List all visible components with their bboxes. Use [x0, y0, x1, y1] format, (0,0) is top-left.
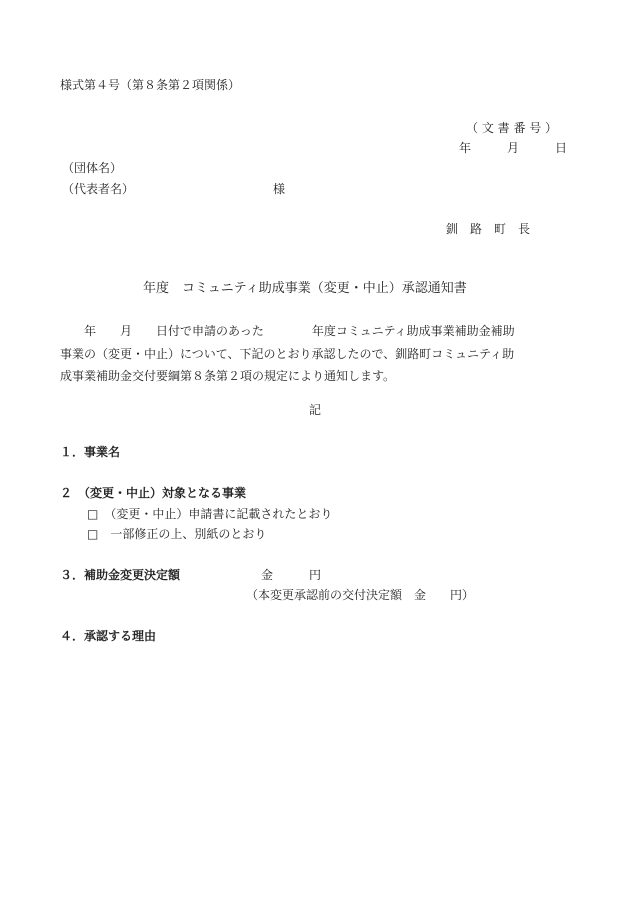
- body-paragraph: [60, 320, 580, 388]
- body-line-3: 成事業補助金交付要綱第８条第２項の規定により通知します。: [60, 369, 396, 383]
- recipient-representative: （代表者名）: [62, 182, 135, 196]
- checkbox-option-2: □ 一部修正の上、別紙のとおり: [87, 527, 267, 541]
- item-2-heading: ２ （変更・中止）対象となる事業: [60, 486, 247, 500]
- recipient-organization: （団体名）: [62, 161, 123, 175]
- item-3-heading: ３．補助金変更決定額: [60, 568, 181, 582]
- form-number: 様式第４号（第８条第２項関係）: [60, 78, 241, 92]
- body-line-2: 事業の（変更・中止）について、下記のとおり承認したので、釧路町コミュニティ助: [60, 346, 515, 361]
- item-1-heading: １．事業名: [60, 445, 121, 459]
- checkbox-option-1: □ （変更・中止）申請書に記載されたとおり: [87, 507, 333, 521]
- decision-amount: 金 円: [261, 568, 322, 582]
- issuer: 釧 路 町 長: [446, 222, 531, 236]
- item-4-heading: ４．承認する理由: [60, 629, 157, 643]
- document-number: （ 文 書 番 号 ）: [466, 121, 558, 135]
- issue-date: 年 月 日: [459, 141, 568, 155]
- body-line-1: 年 月 日付で申請のあった 年度コミュニティ助成事業補助金補助: [60, 324, 515, 338]
- prior-amount: （本変更承認前の交付決定額 金 円）: [246, 588, 475, 602]
- honorific: 様: [273, 182, 286, 196]
- ki-heading: 記: [309, 403, 322, 417]
- document-title: 年度 コミュニティ助成事業（変更・中止）承認通知書: [143, 281, 467, 296]
